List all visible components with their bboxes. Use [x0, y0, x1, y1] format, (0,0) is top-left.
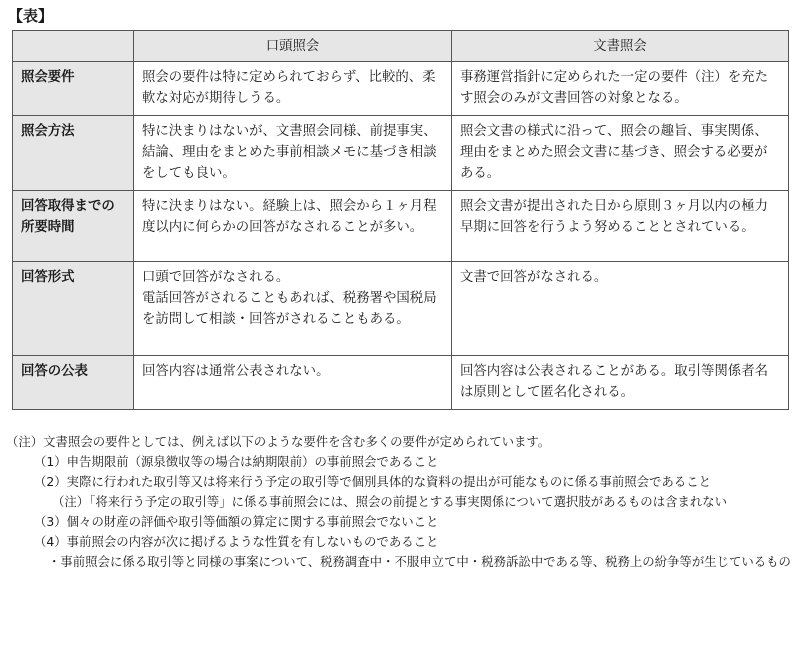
cell-written-requirements: 事務運営指針に定められた一定の要件（注）を充たす照会のみが文書回答の対象となる。: [452, 62, 789, 116]
table-row: [13, 262, 789, 356]
cell-written-method: 照会文書の様式に沿って、照会の趣旨、事実関係、理由をまとめた照会文書に基づき、照会する必要がある。: [452, 116, 789, 191]
table-header-row: [13, 31, 789, 62]
row-label-response-time: 回答取得までの所要時間: [13, 191, 134, 262]
cell-written-response-format: 文書で回答がなされる。: [452, 262, 789, 356]
cell-written-response-time: 照会文書が提出された日から原則３ヶ月以内の極力早期に回答を行うよう努めることとされている。: [452, 191, 789, 262]
table-row: [13, 116, 789, 191]
cell-oral-method: 特に決まりはないが、文書照会同様、前提事実、結論、理由をまとめた事前相談メモに基づき相談をしても良い。: [134, 116, 452, 191]
table-row: [13, 62, 789, 116]
row-label-publication: 回答の公表: [13, 356, 134, 410]
cell-oral-response-format: 口頭で回答がなされる。 電話回答がされることもあれば、税務署や国税局を訪問して相談・回答がされることもある。: [134, 262, 452, 356]
cell-oral-response-time: 特に決まりはない。経験上は、照会から１ヶ月程度以内に何らかの回答がなされることが多い。: [134, 191, 452, 262]
footnote-item-2-note: （注）「将来行う予定の取引等」に係る事前照会には、照会の前提とする事実関係について選択肢があるものは含まれない: [52, 494, 728, 509]
header-oral-inquiry: 口頭照会: [134, 31, 452, 62]
header-written-inquiry: 文書照会: [452, 31, 789, 62]
cell-written-publication: 回答内容は公表されることがある。取引等関係者名は原則として匿名化される。: [452, 356, 789, 410]
footnotes: [6, 432, 794, 572]
footnote-item-4-bullet: ・事前照会に係る取引等と同様の事案について、税務調査中・不服申立て中・税務訴訟中である等、税務上の紛争等が生じているもの: [48, 554, 791, 569]
footnote-item-3: （3）個々の財産の評価や取引等価額の算定に関する事前照会でないこと: [34, 514, 439, 529]
row-label-requirements: 照会要件: [13, 62, 134, 116]
header-corner: [13, 31, 134, 62]
table-row: [13, 356, 789, 410]
footnote-intro: （注）文書照会の要件としては、例えば以下のような要件を含む多くの要件が定められています。: [6, 434, 551, 449]
row-label-method: 照会方法: [13, 116, 134, 191]
cell-oral-publication: 回答内容は通常公表されない。: [134, 356, 452, 410]
footnote-item-1: （1）申告期限前（源泉徴収等の場合は納期限前）の事前照会であること: [34, 454, 439, 469]
table-row: [13, 191, 789, 262]
cell-oral-requirements: 照会の要件は特に定められておらず、比較的、柔軟な対応が期待しうる。: [134, 62, 452, 116]
footnote-item-2: （2）実際に行われた取引等又は将来行う予定の取引等で個別具体的な資料の提出が可能なものに係る事前照会であること: [34, 474, 711, 489]
footnote-item-4: （4）事前照会の内容が次に掲げるような性質を有しないものであること: [34, 534, 439, 549]
row-label-response-format: 回答形式: [13, 262, 134, 356]
table-caption: 【表】: [8, 7, 54, 25]
comparison-table: [12, 30, 789, 410]
